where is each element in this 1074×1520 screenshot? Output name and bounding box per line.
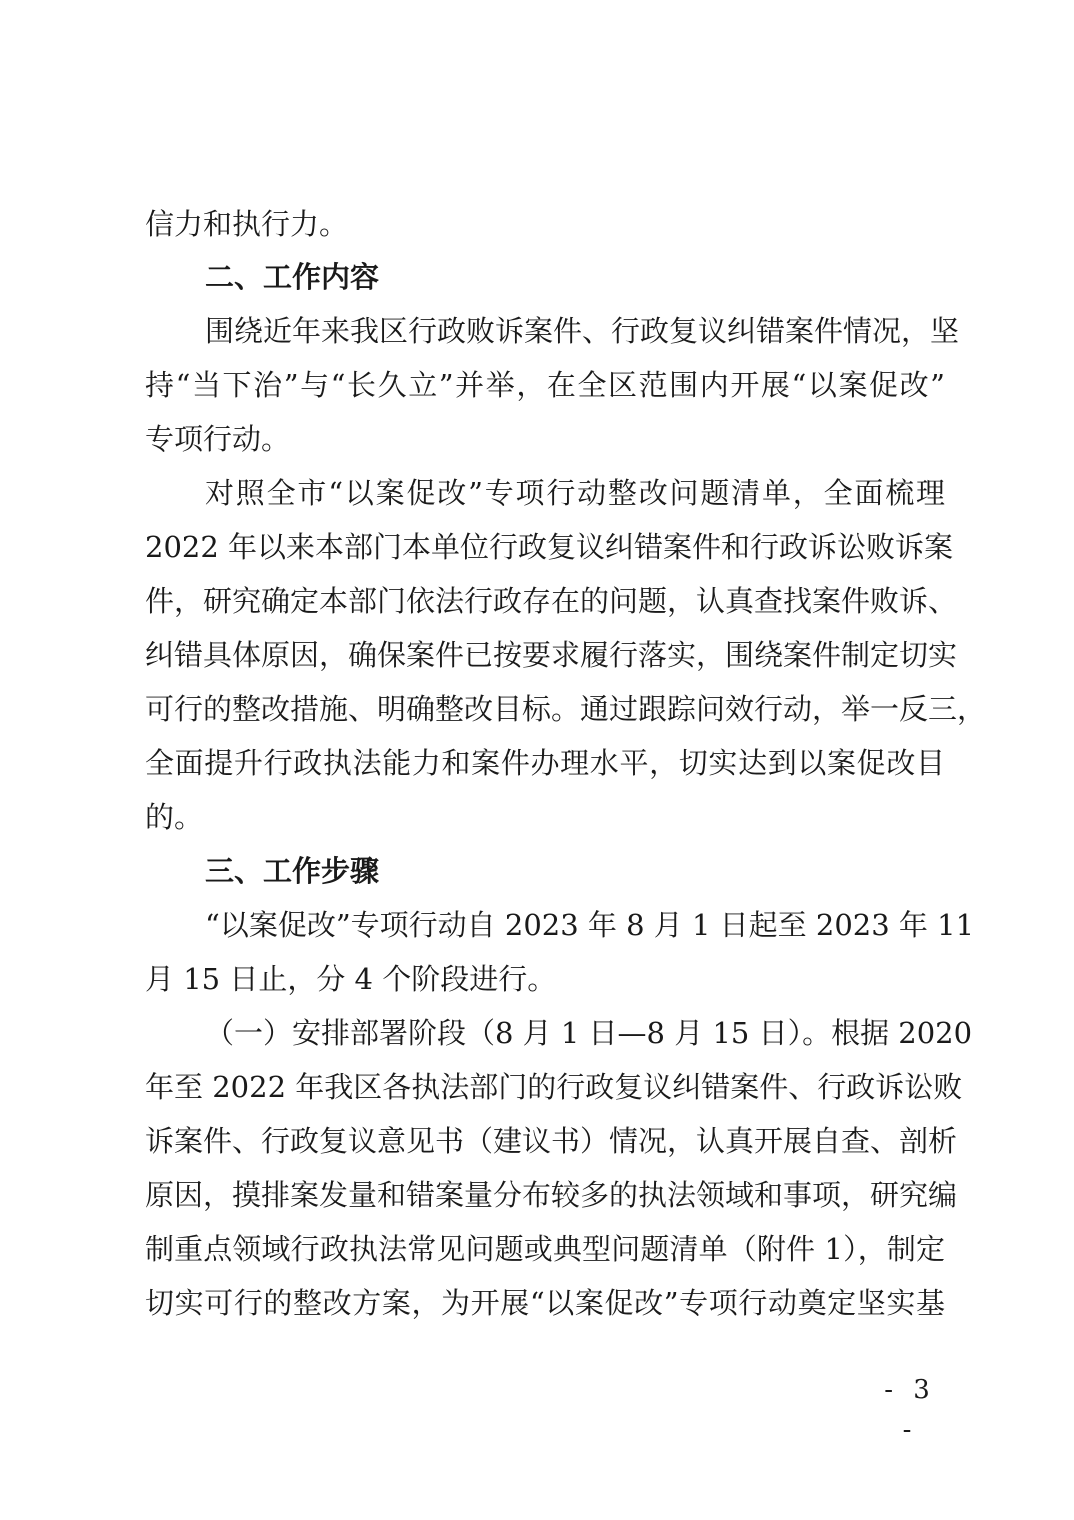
- paragraph-line: 切实可行的整改方案，为开展“以案促改”专项行动奠定坚实基: [145, 1286, 945, 1320]
- paragraph-line: 围绕近年来我区行政败诉案件、行政复议纠错案件情况，坚: [205, 314, 960, 348]
- paragraph-line: 全面提升行政执法能力和案件办理水平，切实达到以案促改目: [145, 746, 945, 780]
- paragraph-line: 件，研究确定本部门依法行政存在的问题，认真查找案件败诉、: [145, 584, 958, 618]
- paragraph-line: 的。: [145, 800, 204, 834]
- paragraph-line: （一）安排部署阶段（8 月 1 日—8 月 15 日）。根据 2020: [205, 1016, 973, 1050]
- paragraph-line: 2022 年以来本部门本单位行政复议纠错案件和行政诉讼败诉案: [145, 530, 954, 564]
- section-heading: 二、工作内容: [205, 260, 380, 294]
- paragraph-line: 纠错具体原因，确保案件已按要求履行落实，围绕案件制定切实: [145, 638, 958, 672]
- paragraph-line: 原因，摸排案发量和错案量分布较多的执法领域和事项，研究编: [145, 1178, 958, 1212]
- paragraph-line: 信力和执行力。: [145, 207, 349, 241]
- paragraph-line: 对照全市“以案促改”专项行动整改问题清单，全面梳理: [205, 476, 945, 510]
- paragraph-line: 年至 2022 年我区各执法部门的行政复议纠错案件、行政诉讼败: [145, 1070, 963, 1104]
- paragraph-line: 月 15 日止，分 4 个阶段进行。: [145, 962, 557, 996]
- paragraph-line: “以案促改”专项行动自 2023 年 8 月 1 日起至 2023 年 11: [205, 908, 975, 942]
- paragraph-line: 诉案件、行政复议意见书（建议书）情况，认真开展自查、剖析: [145, 1124, 958, 1158]
- paragraph-line: 持“当下治”与“长久立”并举，在全区范围内开展“以案促改”: [145, 368, 945, 402]
- page-number: - 3 -: [884, 1375, 936, 1445]
- section-heading: 三、工作步骤: [205, 854, 380, 888]
- paragraph-line: 专项行动。: [145, 422, 291, 456]
- paragraph-line: 可行的整改措施、明确整改目标。通过跟踪问效行动，举一反三，: [145, 692, 987, 726]
- paragraph-line: 制重点领域行政执法常见问题或典型问题清单（附件 1），制定: [145, 1232, 945, 1266]
